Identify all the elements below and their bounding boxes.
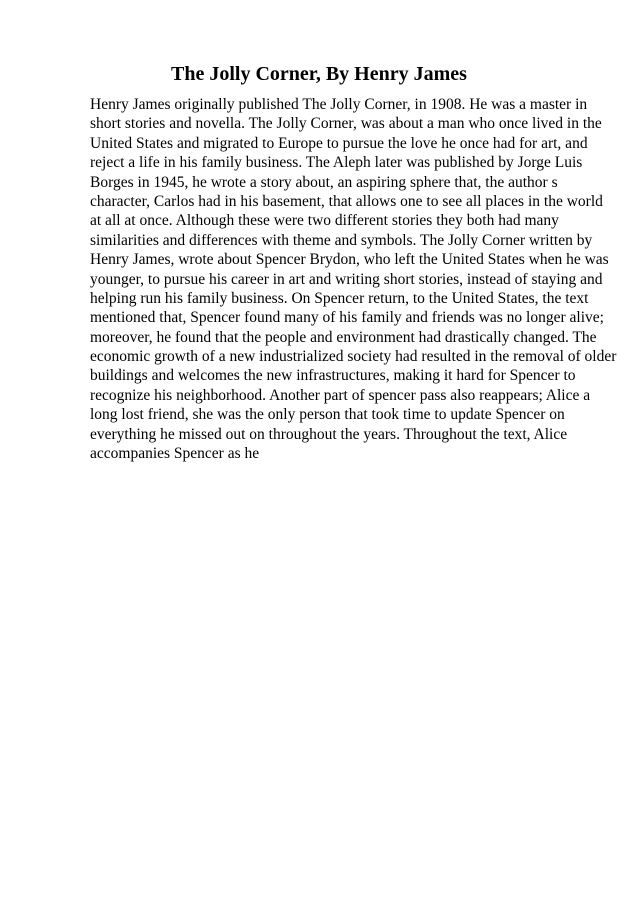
body-line: economic growth of a new industrialized society had resulted in the removal of older <box>90 348 617 366</box>
body-line: United States and migrated to Europe to pursue the love he once had for art, and <box>90 134 588 152</box>
body-line: moreover, he found that the people and environment had drastically changed. The <box>90 328 597 346</box>
body-line: Henry James originally published The Jolly Corner, in 1908. He was a master in <box>90 96 588 113</box>
body-line: at all at once. Although these were two different stories they both had many <box>90 212 559 230</box>
body-line: long lost friend, she was the only person that took time to update Spencer on <box>90 406 565 424</box>
document-title: The Jolly Corner, By Henry James <box>171 63 467 85</box>
body-line: Borges in 1945, he wrote a story about, an aspiring sphere that, the author s <box>90 173 558 191</box>
body-line: buildings and welcomes the new infrastructures, making it hard for Spencer to <box>90 367 576 385</box>
body-line: mentioned that, Spencer found many of his family and friends was no longer alive; <box>90 309 604 327</box>
body-line: accompanies Spencer as he <box>90 445 260 463</box>
body-line: similarities and differences with theme and symbols. The Jolly Corner written by <box>90 231 593 249</box>
body-line: everything he missed out on throughout the years. Throughout the text, Alice <box>90 425 568 443</box>
body-line: helping run his family business. On Spencer return, to the United States, the text <box>90 289 589 307</box>
body-line: short stories and novella. The Jolly Corner, was about a man who once lived in the <box>90 115 602 133</box>
body-line: character, Carlos had in his basement, that allows one to see all places in the world <box>90 192 603 210</box>
body-line: reject a life in his family business. The Aleph later was published by Jorge Luis <box>90 154 583 172</box>
body-line: Henry James, wrote about Spencer Brydon, who left the United States when he was <box>90 251 609 269</box>
body-line: younger, to pursue his career in art and writing short stories, instead of staying and <box>90 270 603 288</box>
document-body <box>90 95 617 463</box>
body-line: recognize his neighborhood. Another part of spencer pass also reappears; Alice a <box>90 386 591 404</box>
